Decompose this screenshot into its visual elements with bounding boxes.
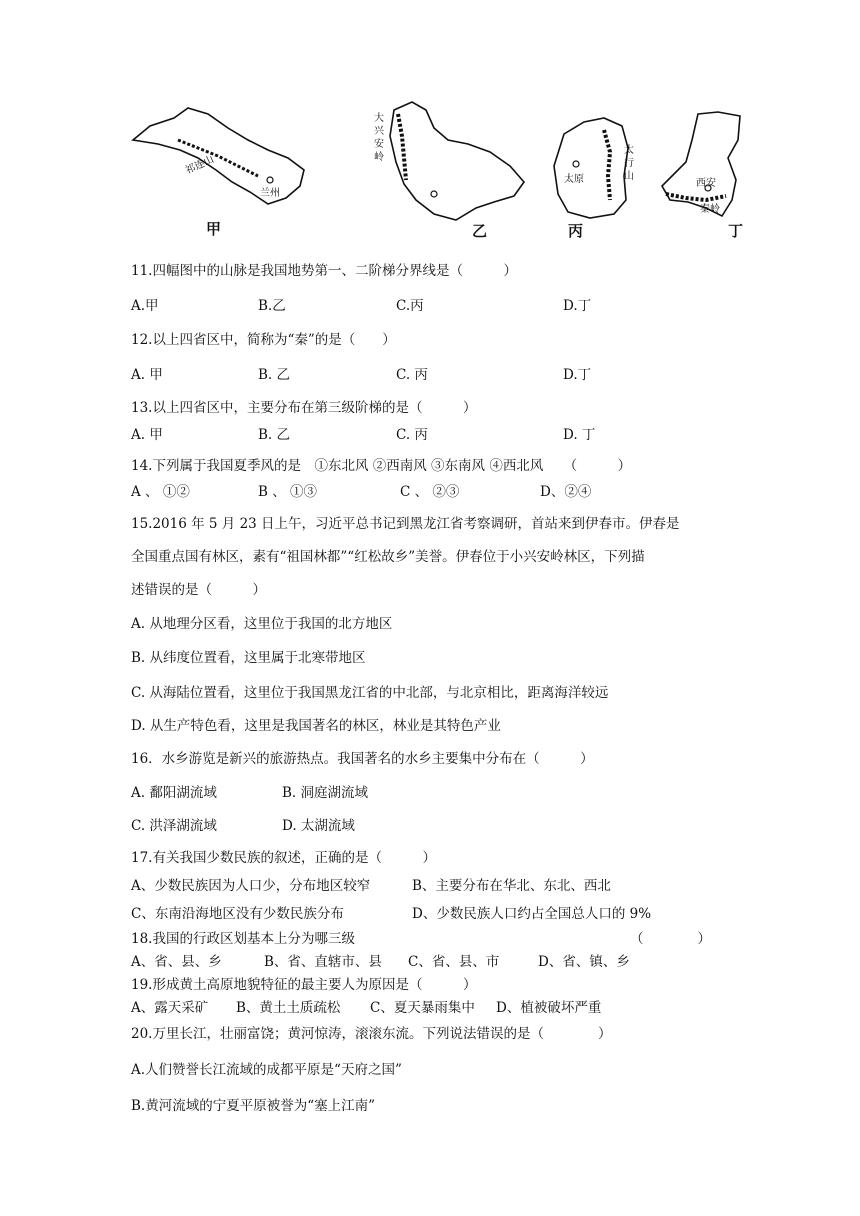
q17-option-a: A、少数民族因为人口少，分布地区较窄 xyxy=(131,878,371,894)
q12-option-a: A. 甲 xyxy=(131,367,163,383)
q15-option-a: A. 从地理分区看，这里位于我国的北方地区 xyxy=(131,616,393,632)
map-jia-outline xyxy=(128,96,308,216)
question-19: 19.形成黄土高原地貌特征的最主要人为原因是（ ） xyxy=(131,977,477,993)
mountain-label-taihang: 太行山 xyxy=(624,145,634,182)
q16-option-c: C. 洪泽湖流域 xyxy=(131,818,217,834)
q11-option-d: D.丁 xyxy=(563,298,592,314)
map-bing xyxy=(544,96,644,246)
question-18: 18.我国的行政区划基本上分为哪三级 xyxy=(131,931,355,947)
question-17: 17.有关我国少数民族的叙述，正确的是（ ） xyxy=(131,850,436,866)
q18-option-b: B、省、直辖市、县 xyxy=(264,954,382,970)
q19-option-d: D、植被破坏严重 xyxy=(496,1000,602,1016)
question-15-line-1: 15.2016 年 5 月 23 日上午，习近平总书记到黑龙江省考察调研，首站来到伊春市。伊春是 xyxy=(131,516,680,532)
question-16: 16．水乡游览是新兴的旅游热点。我国著名的水乡主要集中分布在（ ） xyxy=(131,751,594,767)
q20-option-b: B.黄河流域的宁夏平原被誉为“塞上江南” xyxy=(131,1098,376,1114)
q15-option-b: B. 从纬度位置看，这里属于北寒带地区 xyxy=(131,650,366,666)
q17-option-d: D、少数民族人口约占全国总人口的 9% xyxy=(412,906,652,922)
q16-option-d: D. 太湖流域 xyxy=(282,818,355,834)
q15-option-c: C. 从海陆位置看，这里位于我国黑龙江省的中北部，与北京相比，距离海洋较远 xyxy=(131,685,609,701)
q11-option-a: A.甲 xyxy=(131,298,159,314)
q11-option-c: C.丙 xyxy=(396,298,424,314)
question-11: 11.四幅图中的山脉是我国地势第一、二阶梯分界线是（ ） xyxy=(131,263,517,279)
q18-option-a: A、省、县、乡 xyxy=(131,954,222,970)
map-caption-yi: 乙 xyxy=(472,222,488,240)
map-jia xyxy=(128,96,308,246)
q13-option-b: B. 乙 xyxy=(258,427,291,443)
mountain-label-daxinganling: 大兴安岭 xyxy=(374,113,384,163)
q13-option-a: A. 甲 xyxy=(131,427,163,443)
q12-option-c: C. 丙 xyxy=(396,367,428,383)
map-caption-jia: 甲 xyxy=(206,220,222,238)
q18-paren: （ ） xyxy=(630,931,711,947)
maps-figure xyxy=(128,96,748,246)
map-caption-bing: 丙 xyxy=(568,222,584,240)
map-yi-outline xyxy=(364,96,534,221)
city-label-xian: 西安 xyxy=(696,178,716,189)
q14-option-c: C 、 ②③ xyxy=(400,484,460,500)
map-ding xyxy=(656,96,748,246)
question-13: 13.以上四省区中，主要分布在第三级阶梯的是（ ） xyxy=(131,400,477,416)
mountain-label-qinling: 秦岭 xyxy=(700,204,720,215)
q14-option-b: B 、 ①③ xyxy=(258,484,318,500)
q18-option-d: D、省、镇、乡 xyxy=(538,954,630,970)
q17-option-b: B、主要分布在华北、东北、西北 xyxy=(412,878,611,894)
q18-option-c: C、省、县、市 xyxy=(408,954,500,970)
q15-option-d: D. 从生产特色看，这里是我国著名的林区，林业是其特色产业 xyxy=(131,718,501,734)
q14-option-d: D、②④ xyxy=(540,484,592,500)
q16-option-b: B. 洞庭湖流域 xyxy=(282,785,369,801)
q19-option-a: A、露天采矿 xyxy=(131,1000,209,1016)
q13-option-c: C. 丙 xyxy=(396,427,428,443)
city-label-lanzhou: 兰州 xyxy=(260,188,280,199)
q19-option-b: B、黄土土质疏松 xyxy=(236,1000,341,1016)
q19-option-c: C、夏天暴雨集中 xyxy=(370,1000,475,1016)
city-label-taiyuan: 太原 xyxy=(564,174,584,185)
question-14: 14.下列属于我国夏季风的是 ①东北风 ②西南风 ③东南风 ④西北风 （ ） xyxy=(131,458,632,474)
question-15-line-3: 述错误的是（ ） xyxy=(131,582,266,598)
question-15-line-2: 全国重点国有林区，素有“祖国林都”“红松故乡”美誉。伊春位于小兴安岭林区，下列描 xyxy=(131,549,645,565)
question-12: 12.以上四省区中，简称为“秦”的是（ ） xyxy=(131,332,396,348)
q14-option-a: A 、 ①② xyxy=(131,484,190,500)
question-20: 20.万里长江，壮丽富饶；黄河惊涛，滚滚东流。下列说法错误的是（ ） xyxy=(131,1026,612,1042)
q13-option-d: D. 丁 xyxy=(563,427,596,443)
q11-option-b: B.乙 xyxy=(258,298,286,314)
q20-option-a: A.人们赞誉长江流域的成都平原是“天府之国” xyxy=(131,1062,402,1078)
q12-option-b: B. 乙 xyxy=(258,367,291,383)
q17-option-c: C、东南沿海地区没有少数民族分布 xyxy=(131,906,344,922)
map-caption-ding: 丁 xyxy=(728,222,744,240)
map-yi xyxy=(364,96,534,246)
q12-option-d: D.丁 xyxy=(563,367,592,383)
mountain-label-qilian: 祁连山 xyxy=(183,153,216,177)
q16-option-a: A. 鄱阳湖流域 xyxy=(131,785,217,801)
